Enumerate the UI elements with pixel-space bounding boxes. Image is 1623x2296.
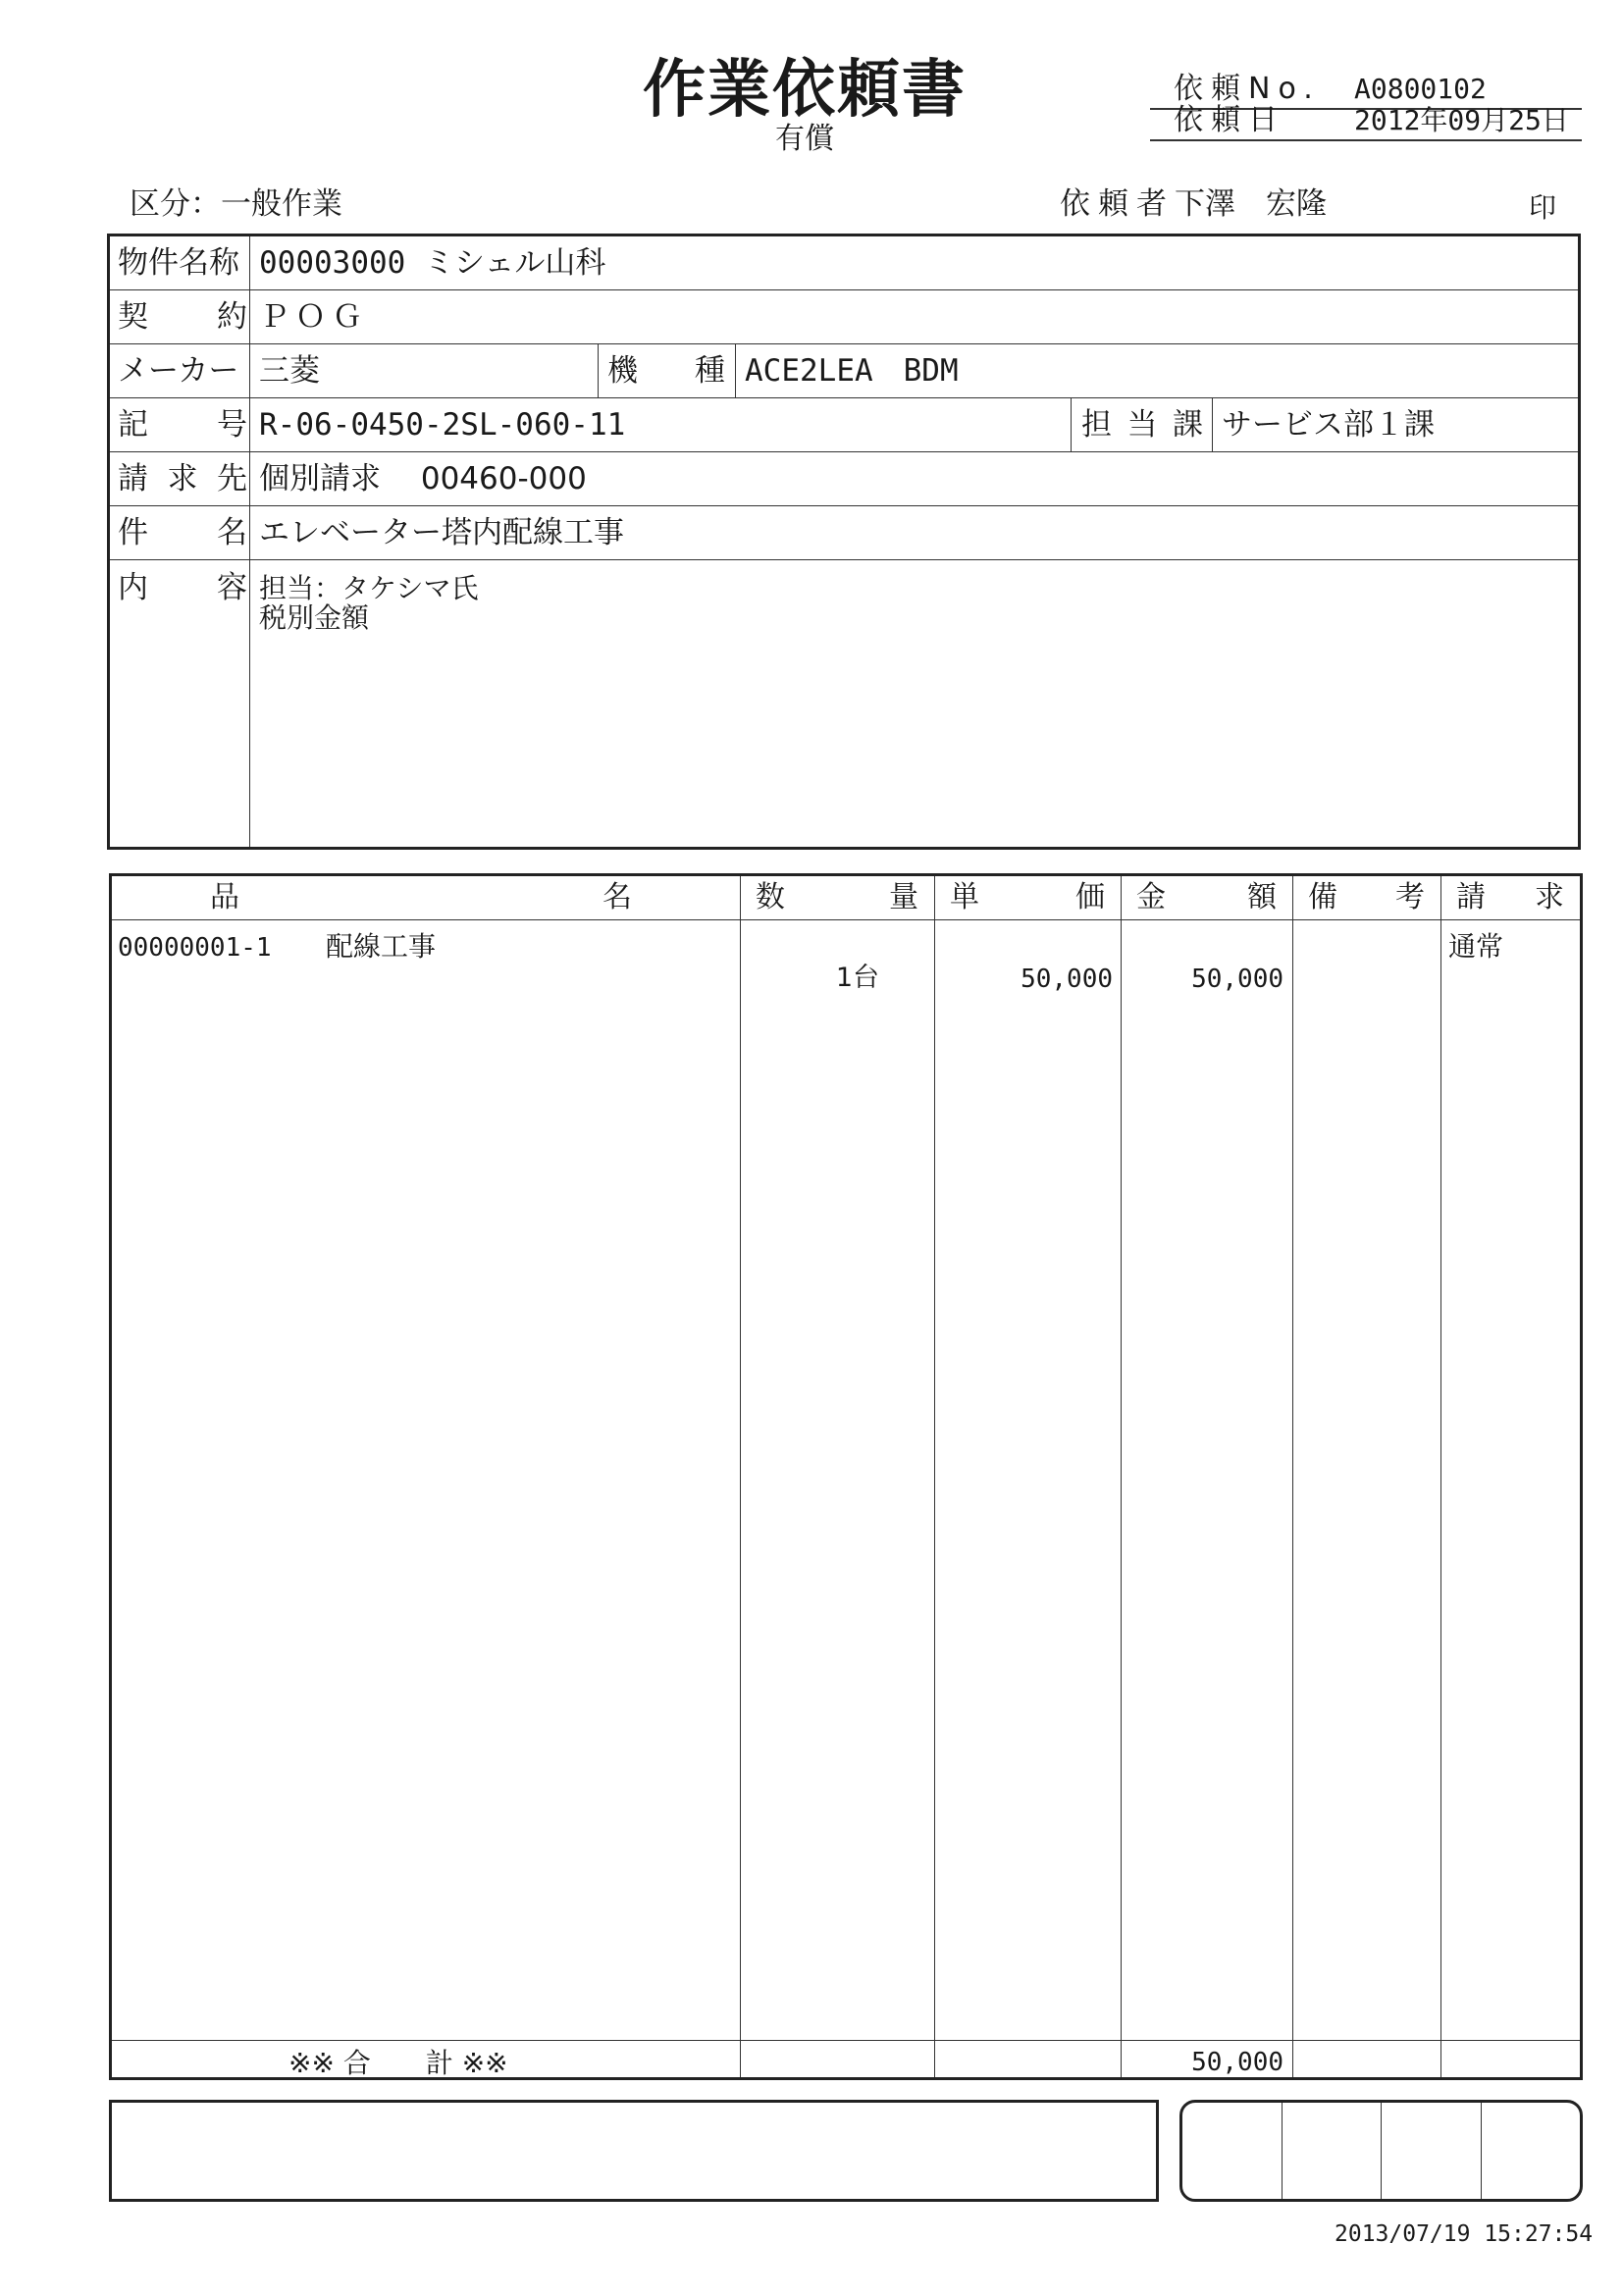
item-quantity: 1台 xyxy=(835,963,879,993)
request-date: 2012年09月25日 xyxy=(1354,104,1569,136)
header-billing: 請 求 xyxy=(1456,880,1564,914)
total-amount: 50,000 xyxy=(1191,2048,1283,2077)
request-info-box xyxy=(107,234,1581,850)
request-number: A0800102 xyxy=(1354,73,1487,105)
header-amount: 金 額 xyxy=(1136,880,1277,914)
document-subtitle: 有償 xyxy=(775,122,834,156)
requester xyxy=(1060,184,1327,224)
division-value: 一般作業 xyxy=(221,186,342,222)
stamp-box xyxy=(1182,2103,1282,2199)
seal-mark: 印 xyxy=(1529,191,1557,224)
item-code: 00000001-1 xyxy=(118,933,272,963)
content-line-2: 税別金額 xyxy=(259,601,370,634)
subject-label: 件 名 xyxy=(118,515,247,550)
division-label: 区分： xyxy=(130,186,221,222)
maker-label: メーカー xyxy=(118,353,239,389)
stamp-box xyxy=(1282,2103,1382,2199)
maker-value: 三菱 xyxy=(259,353,320,389)
request-date-label: 依頼日 xyxy=(1174,103,1285,137)
requester-name: 下澤 宏隆 xyxy=(1175,186,1327,222)
item-amount: 50,000 xyxy=(1191,965,1283,994)
request-date-line xyxy=(1150,102,1582,141)
item-unit-price: 50,000 xyxy=(1021,965,1113,994)
header-quantity: 数 量 xyxy=(756,880,918,914)
stamp-box xyxy=(1381,2103,1481,2199)
total-label: ※※ 合 計 ※※ xyxy=(288,2047,508,2079)
contract-value: ＰＯＧ xyxy=(259,299,368,335)
document-title: 作業依頼書 xyxy=(643,54,967,127)
content-label: 内 容 xyxy=(118,570,247,605)
billing-value: 個別請求 00460-000 xyxy=(259,461,587,496)
request-number-label: 依頼No. xyxy=(1174,72,1321,106)
property-label: 物件名称 xyxy=(118,245,239,281)
code-value: R-06-0450-2SL-060-11 xyxy=(259,407,626,443)
memo-box xyxy=(109,2100,1159,2202)
contract-label: 契 約 xyxy=(118,299,247,335)
approval-stamp-boxes xyxy=(1179,2100,1583,2202)
printed-timestamp: 2013/07/19 15:27:54 xyxy=(1335,2221,1594,2247)
header-item-name: 品 名 xyxy=(210,880,632,914)
item-billing-type: 通常 xyxy=(1448,930,1504,963)
section-value: サービス部１課 xyxy=(1222,407,1435,443)
division xyxy=(130,184,342,224)
items-table xyxy=(109,873,1583,2080)
billing-label: 請 求 先 xyxy=(118,461,247,496)
section-label: 担 当 課 xyxy=(1081,407,1203,443)
stamp-box xyxy=(1481,2103,1581,2199)
code-label: 記 号 xyxy=(118,407,247,443)
model-label: 機 種 xyxy=(607,353,725,389)
subject-value: エレベーター塔内配線工事 xyxy=(259,515,624,550)
model-value: ACE2LEA BDM xyxy=(745,353,959,389)
requester-label: 依頼者 xyxy=(1060,186,1175,222)
header-unit-price: 単 価 xyxy=(950,880,1105,914)
header-remarks: 備 考 xyxy=(1308,880,1425,914)
item-name: 配線工事 xyxy=(326,930,437,963)
content-line-1: 担当：タケシマ氏 xyxy=(259,572,479,604)
property-name: 00003000 ミシェル山科 xyxy=(259,245,606,281)
